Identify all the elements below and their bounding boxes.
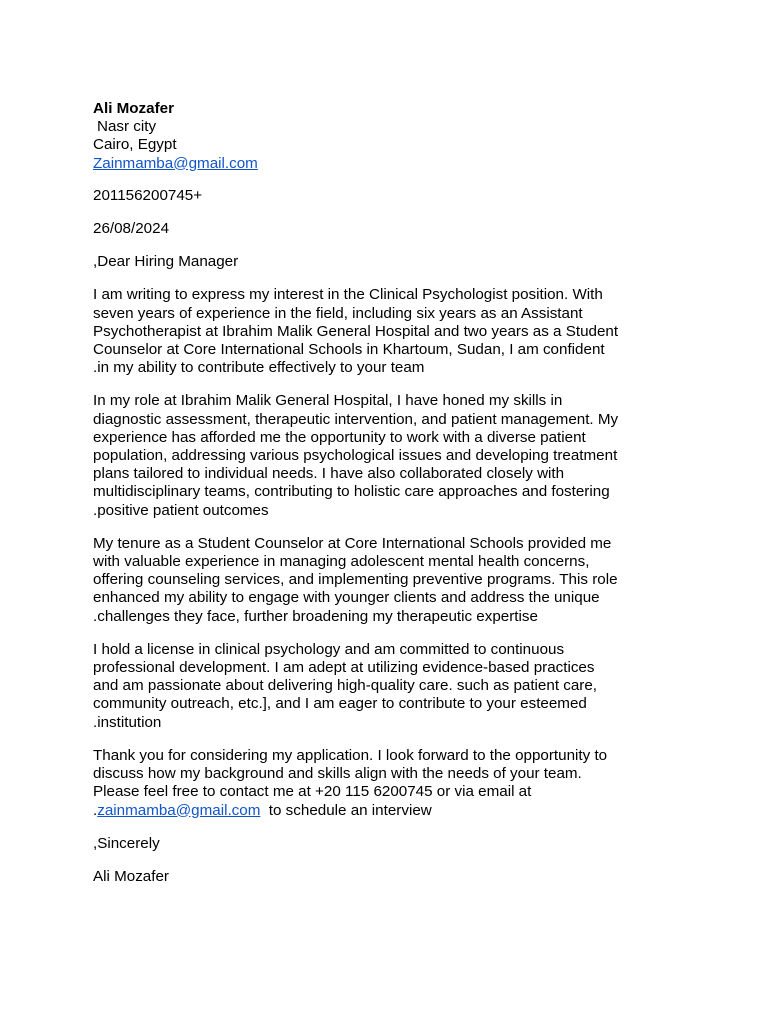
paragraph-line: multidisciplinary teams, contributing to holistic care approaches and fostering bbox=[93, 483, 610, 501]
cover-letter bbox=[93, 100, 683, 886]
paragraph-line: diagnostic assessment, therapeutic intervention, and patient management. My bbox=[93, 410, 619, 428]
contact-email-link[interactable]: zainmamba@gmail.com bbox=[97, 801, 261, 819]
paragraph-line: enhanced my ability to engage with younger clients and address the unique bbox=[93, 589, 600, 607]
paragraph-line-with-email bbox=[93, 802, 683, 820]
paragraph-line: .institution bbox=[93, 713, 162, 731]
paragraph-5 bbox=[93, 747, 683, 820]
paragraph-2 bbox=[93, 392, 683, 519]
paragraph-line: .positive patient outcomes bbox=[93, 501, 269, 519]
paragraph-line: professional development. I am adept at utilizing evidence-based practices bbox=[93, 659, 595, 677]
paragraph-line: I hold a license in clinical psychology and am committed to continuous bbox=[93, 640, 565, 658]
salutation: ,Dear Hiring Manager bbox=[93, 253, 239, 271]
paragraph-line: and am passionate about delivering high-quality care. such as patient care, bbox=[93, 677, 598, 695]
paragraph-line: experience has afforded me the opportunity to work with a diverse patient bbox=[93, 428, 586, 446]
sender-name: Ali Mozafer bbox=[93, 100, 175, 117]
letter-date: 26/08/2024 bbox=[93, 220, 170, 238]
paragraph-line: I am writing to express my interest in the Clinical Psychologist position. With bbox=[93, 286, 603, 304]
signature: Ali Mozafer bbox=[93, 867, 169, 885]
closing: ,Sincerely bbox=[93, 834, 160, 852]
paragraph-line: with valuable experience in managing adolescent mental health concerns, bbox=[93, 553, 590, 571]
paragraph-line: My tenure as a Student Counselor at Core International Schools provided me bbox=[93, 534, 612, 552]
sender-address-line1: Nasr city bbox=[97, 118, 157, 136]
sender-block bbox=[93, 100, 683, 173]
paragraph-line: In my role at Ibrahim Malik General Hospital, I have honed my skills in bbox=[93, 392, 563, 410]
paragraph-line: offering counseling services, and implementing preventive programs. This role bbox=[93, 571, 618, 589]
email-prefix: . bbox=[93, 801, 98, 819]
paragraph-line: seven years of experience in the field, including six years as an Assistant bbox=[93, 304, 583, 322]
sender-address-line2: Cairo, Egypt bbox=[93, 136, 177, 154]
paragraph-line: .challenges they face, further broadening my therapeutic expertise bbox=[93, 607, 538, 625]
paragraph-line: plans tailored to individual needs. I have also collaborated closely with bbox=[93, 465, 565, 483]
sender-email-link[interactable]: Zainmamba@gmail.com bbox=[93, 154, 258, 172]
paragraph-line: Thank you for considering my application. I look forward to the opportunity to bbox=[93, 746, 608, 764]
email-suffix: to schedule an interview bbox=[260, 801, 432, 819]
paragraph-line: Please feel free to contact me at +20 115 6200745 or via email at bbox=[93, 783, 532, 801]
paragraph-1 bbox=[93, 286, 683, 377]
sender-phone: 201156200745+ bbox=[93, 186, 203, 204]
paragraph-line: Psychotherapist at Ibrahim Malik General Hospital and two years as a Student bbox=[93, 322, 619, 340]
paragraph-line: population, addressing various psychological issues and developing treatment bbox=[93, 447, 618, 465]
paragraph-line: discuss how my background and skills align with the needs of your team. bbox=[93, 765, 582, 783]
paragraph-line: Counselor at Core International Schools in Khartoum, Sudan, I am confident bbox=[93, 341, 605, 359]
paragraph-line: community outreach, etc.], and I am eager to contribute to your esteemed bbox=[93, 695, 587, 713]
paragraph-line: .in my ability to contribute effectively to your team bbox=[93, 359, 425, 377]
paragraph-3 bbox=[93, 535, 683, 626]
paragraph-4 bbox=[93, 641, 683, 732]
